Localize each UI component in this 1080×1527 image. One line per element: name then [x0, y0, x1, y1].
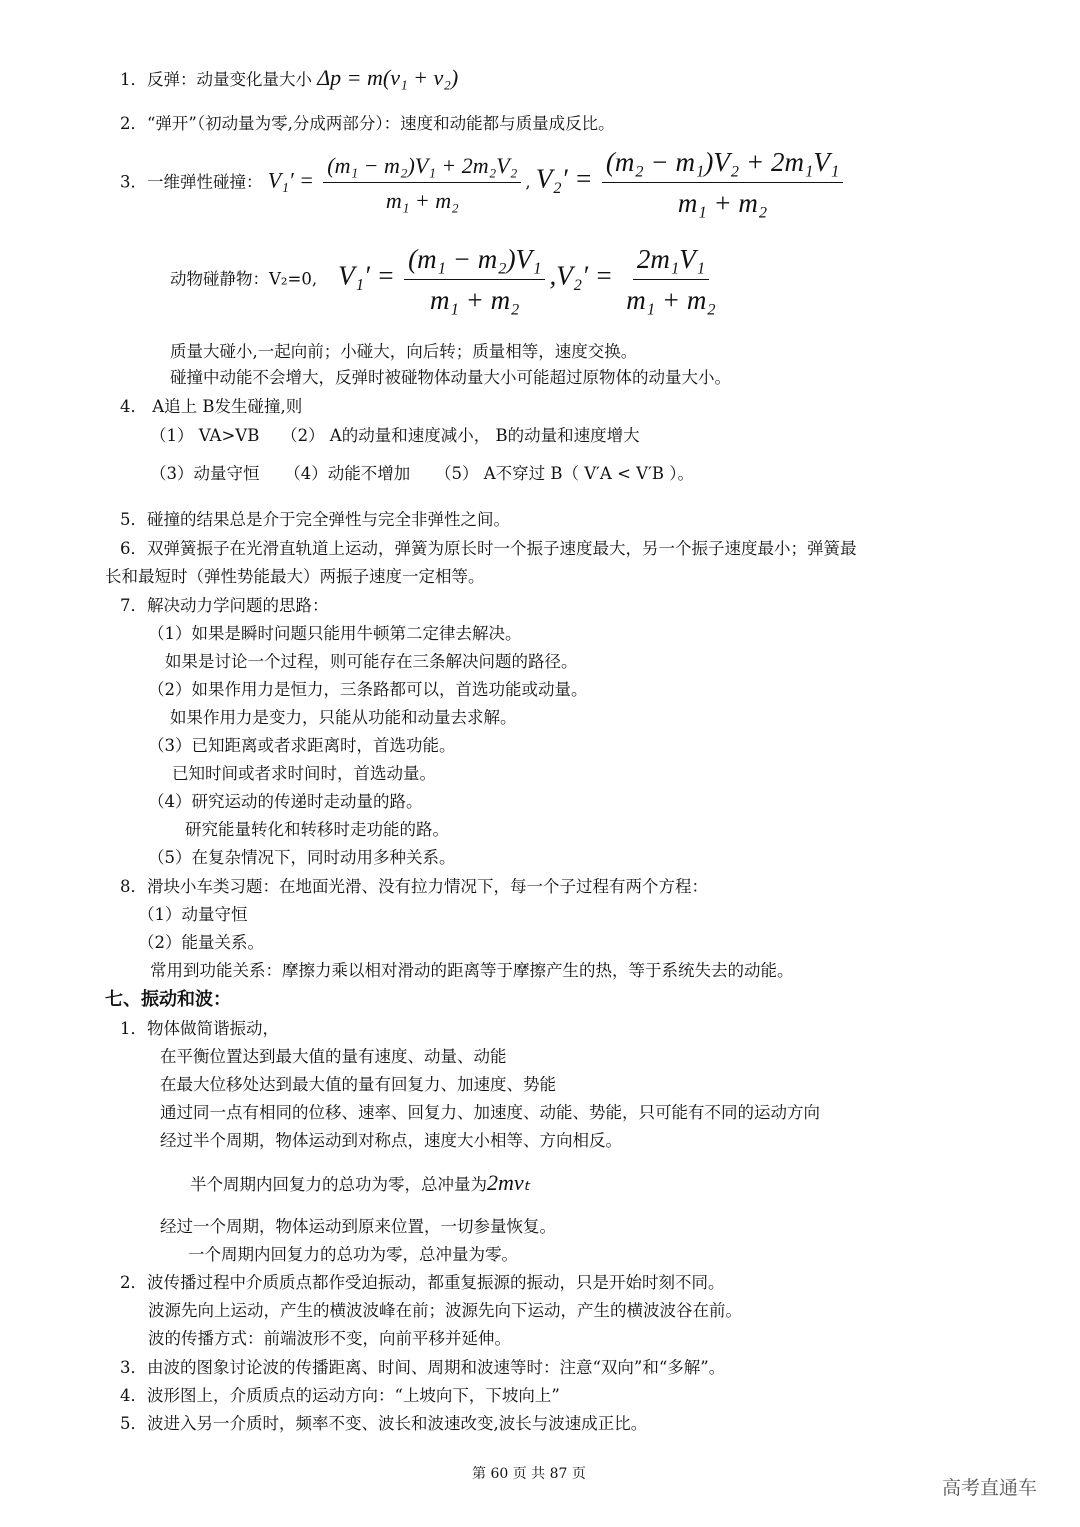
item-7-3a: （3）已知距离或者求距离时，首选功能。 — [148, 736, 456, 755]
item-6-line-1: 6．双弹簧振子在光滑直轨道上运动，弹簧为原长时一个振子速度最大，另一个振子速度最小；弹簧最 — [120, 539, 857, 558]
item-7-2a: （2）如果作用力是恒力，三条路都可以，首选功能或动量。 — [148, 680, 588, 699]
numerator: (m₂ − m₁)V₂ + 2m₁V₁ — [602, 148, 843, 183]
section-item-1: 1．物体做简谐振动， — [120, 1019, 279, 1038]
section-item-1g: 一个周期内回复力的总功为零，总冲量为零。 — [188, 1245, 518, 1264]
section-item-1f: 经过一个周期，物体运动到原来位置，一切参量恢复。 — [160, 1217, 556, 1236]
section-item-1a: 在平衡位置达到最大值的量有速度、动量、动能 — [160, 1047, 507, 1066]
section-item-1e — [190, 1171, 530, 1197]
item-7-4a: （4）研究运动的传递时走动量的路。 — [148, 792, 423, 811]
formula-v1-label: V₁′ = — [338, 260, 395, 291]
formula-v2-fraction — [622, 245, 720, 315]
watermark: 高考直通车 — [942, 1477, 1038, 1499]
numerator: (m₁ − m₂)V₁ — [404, 245, 545, 280]
section-item-2: 2．波传播过程中介质质点都作受迫振动，都重复振源的振动，只是开始时刻不同。 — [120, 1273, 725, 1292]
section-item-2b: 波的传播方式：前端波形不变，向前平移并延伸。 — [148, 1329, 511, 1348]
section-heading-text: 七、振动和波： — [105, 989, 231, 1010]
formula-impulse: 2mvₜ — [487, 1170, 531, 1195]
formula-rebound: Δp = m(v₁ + v₂) — [317, 65, 459, 90]
section-item-3: 3．由波的图象讨论波的传播距离、时间、周期和波速等时：注意“双向”和“多解”。 — [120, 1358, 726, 1377]
formula-v2-label: ,V₂′ = — [549, 260, 613, 291]
denominator: m₁ + m₂ — [626, 284, 716, 315]
separator: , — [525, 172, 531, 192]
item-3-note-1: 质量大碰小,一起向前；小碰大，向后转；质量相等，速度交换。 — [170, 342, 638, 361]
item-5: 5．碰撞的结果总是介于完全弹性与完全非弹性之间。 — [120, 510, 510, 529]
item-3-text: 3．一维弹性碰撞： — [120, 172, 263, 192]
section-item-1b: 在最大位移处达到最大值的量有回复力、加速度、势能 — [160, 1075, 556, 1094]
item-6-line-2: 长和最短时（弹性势能最大）两振子速度一定相等。 — [105, 567, 485, 586]
item-7: 7．解决动力学问题的思路： — [120, 596, 329, 615]
item-8-3: 常用到功能关系：摩擦力乘以相对滑动的距离等于摩擦产生的热，等于系统失去的动能。 — [150, 961, 794, 980]
item-7-1a: （1）如果是瞬时问题只能用牛顿第二定律去解决。 — [148, 624, 522, 643]
formula-v2-label: V₂′ = — [535, 163, 593, 194]
denominator: m₁ + m₂ — [385, 187, 459, 213]
item-7-3b: 已知时间或者求时间时，首选动量。 — [172, 764, 436, 783]
item-7-1b: 如果是讨论一个过程，则可能存在三条解决问题的路径。 — [165, 652, 578, 671]
section-item-4: 4．波形图上，介质质点的运动方向：“上坡向下，下坡向上” — [120, 1386, 560, 1405]
item-1 — [120, 66, 458, 92]
item-4-b: （3）动量守恒 （4）动能不增加 （5） A不穿过 B（ V′A < V′B ）。 — [150, 464, 694, 483]
item-8: 8．滑块小车类习题：在地面光滑、没有拉力情况下，每一个子过程有两个方程： — [120, 877, 708, 896]
text: 半个周期内回复力的总功为零，总冲量为 — [190, 1175, 487, 1194]
denominator: m₁ + m₂ — [430, 284, 520, 315]
section-item-5: 5．波进入另一介质时，频率不变、波长和波速改变,波长与波速成正比。 — [120, 1414, 648, 1433]
item-7-4b: 研究能量转化和转移时走功能的路。 — [185, 820, 449, 839]
item-4: 4． A追上 B发生碰撞,则 — [120, 397, 303, 416]
formula-v1-fraction — [323, 154, 521, 213]
item-3-note-2: 碰撞中动能不会增大，反弹时被碰物体动量大小可能超过原物体的动量大小。 — [170, 368, 731, 387]
section-item-2a: 波源先向上运动，产生的横波波峰在前；波源先向下运动，产生的横波波谷在前。 — [148, 1301, 742, 1320]
item-3-static — [170, 245, 724, 315]
page-footer: 第 60 页 共 87 页 — [472, 1466, 586, 1482]
denominator: m₁ + m₂ — [677, 187, 768, 218]
item-4-a: （1） VA>VB （2） A的动量和速度减小， B的动量和速度增大 — [150, 426, 640, 445]
item-3 — [120, 148, 847, 218]
static-text: 动物碰静物：V₂=0, — [170, 269, 318, 289]
item-8-1: （1）动量守恒 — [138, 905, 248, 924]
formula-v1-fraction — [404, 245, 545, 315]
section-item-1c: 通过同一点有相同的位移、速率、回复力、加速度、动能、势能，只可能有不同的运动方向 — [160, 1103, 820, 1122]
item-7-2b: 如果作用力是变力，只能从功能和动量去求解。 — [170, 708, 517, 727]
section-heading — [105, 988, 231, 1012]
numerator: 2m₁V₁ — [633, 245, 709, 280]
formula-v2-fraction — [602, 148, 843, 218]
item-1-text: 1．反弹：动量变化量大小 — [120, 70, 312, 89]
item-7-5: （5）在复杂情况下，同时动用多种关系。 — [148, 848, 456, 867]
item-2: 2．“弹开”（初动量为零,分成两部分）：速度和动能都与质量成反比。 — [120, 114, 615, 133]
numerator: (m₁ − m₂)V₁ + 2m₂V₂ — [323, 154, 521, 183]
section-item-1d: 经过半个周期，物体运动到对称点，速度大小相等、方向相反。 — [160, 1131, 622, 1150]
formula-v1-label: V₁′ = — [267, 167, 314, 193]
item-8-2: （2）能量关系。 — [138, 933, 264, 952]
